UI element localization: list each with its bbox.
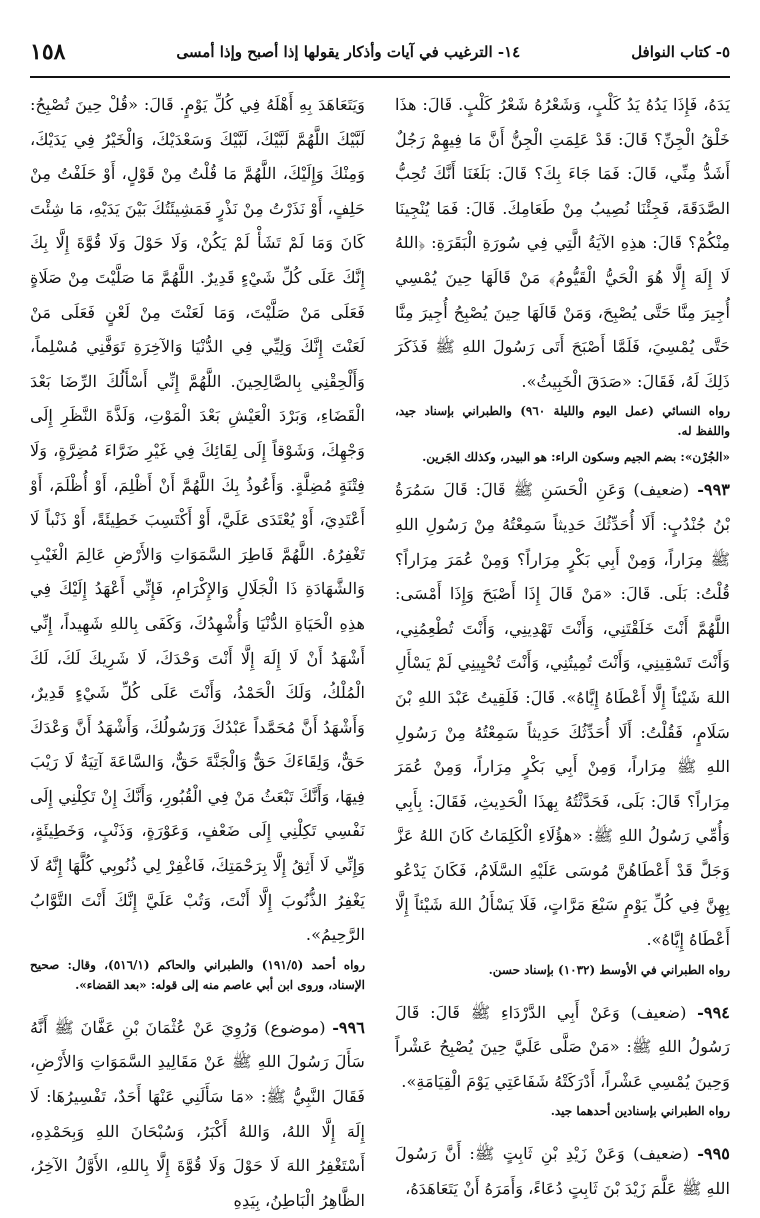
page-header xyxy=(30,30,730,74)
page-number: ١٥٨ xyxy=(30,39,66,65)
hadith-number: ٩٩٥- xyxy=(697,1144,730,1164)
hadith-number: ٩٩٤- xyxy=(697,1002,730,1022)
hadith-text: (ضعيف) وَعَنْ أَبِي الدَّرْدَاءِ ﷺ قَالَ: قَالَ رَسُولُ اللهِ ﷺ: «مَنْ صَلَّى عَلَيَّ حِينَ يُصْبِحُ عَشْراً وَحِينَ يُمْسِي عَشْراً، أَدْرَكَتْهُ شَفَاعَتِي يَوْمَ الْقِيَامَةِ». xyxy=(395,1002,730,1091)
hadith-995 xyxy=(395,1137,730,1206)
hadith-993-source: رواه الطبراني في الأوسط (١٠٣٢) بإسناد حسن. xyxy=(488,962,730,977)
hadith-994-source: رواه الطبراني بإسنادين أحدهما جيد. xyxy=(550,1104,730,1119)
hadith-993 xyxy=(395,473,730,957)
hadith-995-continuation: وَيَتَعَاهَدَ بِهِ أَهْلَهُ فِي كُلِّ يَوْمٍ. قَالَ: «قُلْ حِينَ تُصْبِحُ: لَبَّيْكَ اللَّهُمَّ لَبَّيْكَ، لَبَّيْكَ وَسَعْدَيْكَ، وَالْخَيْرُ فِي يَدَيْكَ، وَمِنْكَ وَإِلَيْكَ، اللَّهُمَّ مَا قُلْتُ مِنْ قَوْلٍ، أَوْ حَلَفْتُ مِنْ حَلِفٍ، أَوْ نَذَرْتُ مِنْ نَذْرٍ فَمَشِيئَتُكَ بَيْنَ يَدَيْهِ، مَا شِئْتَ كَانَ وَمَا لَمْ تَشَأْ لَمْ يَكُنْ، وَلَا حَوْلَ وَلَا قُوَّةَ إِلَّا بِكَ إِنَّكَ عَلَى كُلِّ شَيْءٍ قَدِيرٌ. اللَّهُمَّ مَا صَلَّيْتَ مِنْ صَلَاةٍ فَعَلَى مَنْ صَلَّيْتَ، وَمَا لَعَنْتَ مِنْ لَعْنٍ فَعَلَى مَنْ لَعَنْتَ إِنَّكَ وَلِيِّي فِي الدُّنْيَا وَالآخِرَةِ تَوَفَّنِي مُسْلِماً، وَأَلْحِقْنِي بِالصَّالِحِينَ. اللَّهُمَّ إِنِّي أَسْأَلُكَ الرِّضَا بَعْدَ الْقَضَاءِ، وَبَرْدَ الْعَيْشِ بَعْدَ الْمَوْتِ، وَلَذَّةَ النَّظَرِ إِلَى وَجْهِكَ، وَشَوْقاً إِلَى لِقَائِكَ فِي غَيْرِ ضَرَّاءَ مُضِرَّةٍ، وَلَا فِتْنَةٍ مُضِلَّةٍ. وَأَعُوذُ بِكَ اللَّهُمَّ أَنْ أَظْلِمَ، أَوْ أُظْلَمَ، أَوْ أَعْتَدِيَ، أَوْ يُعْتَدَى عَلَيَّ، أَوْ أَكْتَسِبَ خَطِيئَةً، أَوْ ذَنْباً لَا تَغْفِرُهُ. اللَّهُمَّ فَاطِرَ السَّمَوَاتِ وَالأَرْضِ عَالِمَ الْغَيْبِ وَالشَّهَادَةِ ذَا الْجَلَالِ وَالإِكْرَامِ، فَإِنِّي أَعْهَدُ إِلَيْكَ فِي هذِهِ الْحَيَاةِ الدُّنْيَا وَأُشْهِدُكَ، وَكَفَى بِاللهِ شَهِيداً، إِنِّي أَشْهَدُ أَنْ لَا إِلَهَ إِلَّا أَنْتَ وَحْدَكَ، لَا شَرِيكَ لَكَ، لَكَ الْمُلْكُ، وَلَكَ الْحَمْدُ، وَأَنْتَ عَلَى كُلِّ شَيْءٍ قَدِيرٌ، وَأَشْهَدُ أَنَّ مُحَمَّداً عَبْدُكَ وَرَسُولُكَ، وَأَشْهَدُ أَنَّ وَعْدَكَ حَقٌّ، وَلِقَاءَكَ حَقٌّ وَالْجَنَّةَ حَقٌّ، وَالسَّاعَةَ آتِيَةٌ لَا رَيْبَ فِيهَا، وَأَنَّكَ تَبْعَثُ مَنْ فِي الْقُبُورِ، وَأَنَّكَ إِنْ تَكِلْنِي إِلَى نَفْسِي تَكِلْنِي إِلَى ضَعْفٍ، وَعَوْرَةٍ، وَذَنْبٍ، وَخَطِيئَةٍ، وَإِنِّي لَا أَثِقُ إِلَّا بِرَحْمَتِكَ، فَاغْفِرْ لِي ذُنُوبِي كُلَّهَا إِنَّهُ لَا يَغْفِرُ الذُّنُوبَ إِلَّا أَنْتَ، وَتُبْ عَلَيَّ إِنَّكَ أَنْتَ التَّوَّابُ الرَّحِيمُ». xyxy=(30,95,365,945)
hadith-995-source: رواه أحمد (١٩١/٥) والطبراني والحاكم (٥١٦/١)، وقال: صحيح الإسناد، وروى ابن أبي عاصم منه إلى قوله: «بعد القضاء». xyxy=(30,957,365,992)
header-rule xyxy=(30,76,730,78)
hadith-text: (ضعيف) وَعَنِ الْحَسَنِ ﷺ قَالَ: قَالَ سَمُرَةُ بْنُ جُنْدُبٍ: أَلَا أُحَدِّثُكَ حَدِيثاً سَمِعْتُهُ مِنْ رَسُولِ اللهِ ﷺ مِرَاراً، وَمِنْ أَبِي بَكْرٍ مِرَاراً؟ وَمِنْ عُمَرَ مِرَاراً؟ قُلْتُ: بَلَى. قَالَ: «مَنْ قَالَ إِذَا أَصْبَحَ وَإِذَا أَمْسَى: اللَّهُمَّ أَنْتَ خَلَقْتَنِي، وَأَنْتَ تَهْدِينِي، وَأَنْتَ تُطْعِمُنِي، وَأَنْتَ تَسْقِينِي، وَأَنْتَ تُمِيتُنِي، وَأَنْتَ تُحْيِينِي لَمْ يَسْأَلِ اللهَ شَيْئاً إِلَّا أَعْطَاهُ إِيَّاهُ». قَالَ: فَلَقِيتُ عَبْدَ اللهِ بْنَ سَلَامٍ، فَقُلْتُ: أَلَا أُحَدِّثُكَ حَدِيثاً سَمِعْتُهُ مِنْ رَسُولِ اللهِ ﷺ مِرَاراً، وَمِنْ أَبِي بَكْرٍ مِرَاراً، وَمِنْ عُمَرَ مِرَاراً؟ قَالَ: بَلَى، فَحَدَّثْتُهُ بِهذَا الْحَدِيثِ، فَقَالَ: بِأَبِي وَأُمِّي رَسُولُ اللهِ ﷺ: «هؤُلَاءِ الْكَلِمَاتُ كَانَ اللهُ عَزَّ وَجَلَّ قَدْ أَعْطَاهُنَّ مُوسَى عَلَيْهِ السَّلَامُ، فَكَانَ يَدْعُو بِهِنَّ فِي كُلِّ يَوْمٍ سَبْعَ مَرَّاتٍ، فَلَا يَسْأَلُ اللهَ شَيْئاً إِلَّا أَعْطَاهُ إِيَّاهُ». xyxy=(395,480,730,950)
hadith-number: ٩٩٦- xyxy=(332,1017,365,1037)
hadith-text: (موضوع) وَرُوِيَ عَنْ عُثْمَانَ بْنِ عَفَّانَ ﷺ أَنَّهُ سَأَلَ رَسُولَ اللهِ ﷺ عَنْ مَقَالِيدِ السَّمَوَاتِ وَالأَرْضِ، فَقَالَ النَّبِيُّ ﷺ: «مَا سَأَلَنِي عَنْهَا أَحَدٌ، تَفْسِيرُهَا: لَا إِلَهَ إِلَّا اللهُ، وَاللهُ أَكْبَرُ، وَسُبْحَانَ اللهِ وَبِحَمْدِهِ، أَسْتَغْفِرُ اللهَ لَا حَوْلَ وَلَا قُوَّةَ إِلَّا بِاللهِ، الأَوَّلُ الآخِرُ، الظَّاهِرُ الْبَاطِنُ، بِيَدِهِ xyxy=(30,1017,365,1210)
hadith-996 xyxy=(30,1011,365,1218)
spacer xyxy=(30,1001,365,1011)
hadith-992-source: رواه النسائي (عمل اليوم والليلة ٩٦٠) والطبراني بإسناد جيد، واللفظ له. xyxy=(395,404,730,439)
left-column xyxy=(30,88,365,1218)
spacer xyxy=(395,986,730,996)
hadith-992-continuation: يَدَهُ، فَإِذَا يَدُهُ يَدُ كَلْبٍ، وَشَعْرُهُ شَعْرُ كَلْبٍ. قَالَ: هذَا خَلْقُ الْجِنِّ؟ قَالَ: قَدْ عَلِمَتِ الْجِنُّ أَنَّ مَا فِيهِمْ رَجُلٌ أَشَدُّ مِنِّي، قَالَ: فَمَا جَاءَ بِكَ؟ قَالَ: بَلَغَنَا أَنَّكَ تُحِبُّ الصَّدَقَةَ، فَجِئْنَا نُصِيبُ مِنْ طَعَامِكَ. قَالَ: فَمَا يُنْجِينَا مِنْكُمْ؟ قَالَ: هذِهِ الآيَةُ الَّتِي فِي سُورَةِ الْبَقَرَةِ: ﴿اللهُ لَا إِلَهَ إِلَّا هُوَ الْحَيُّ الْقَيُّومُ﴾ مَنْ قَالَهَا حِينَ يُمْسِي أُجِيرَ مِنَّا حَتَّى يُصْبِحَ، وَمَنْ قَالَهَا حِينَ يُصْبِحُ أُجِيرَ مِنَّا حَتَّى يُمْسِيَ، فَلَمَّا أَصْبَحَ أَتَى رَسُولَ اللهِ ﷺ فَذَكَرَ ذَلِكَ لَهُ، فَقَالَ: «صَدَقَ الْخَبِيثُ». xyxy=(395,95,730,391)
right-column xyxy=(395,88,730,1207)
hadith-number: ٩٩٣- xyxy=(697,480,730,500)
hadith-994 xyxy=(395,996,730,1100)
spacer xyxy=(395,1127,730,1137)
hadith-text: (ضعيف) وَعَنْ زَيْدِ بْنِ ثَابِتٍ ﷺ: أَنَّ رَسُولَ اللهِ ﷺ عَلَّمَ زَيْدَ بْنَ ثَابِتٍ دُعَاءً، وَأَمَرَهُ أَنْ يَتَعَاهَدَهُ، xyxy=(395,1144,730,1199)
glossary-note: «الجُرْن»: بضم الجيم وسكون الراء: هو البيدر، وكذلك الجَرين. xyxy=(422,450,730,465)
chapter-title: ٥- كتاب النوافل xyxy=(631,43,730,61)
section-title: ١٤- الترغيب في آيات وأذكار يقولها إذا أصبح وإذا أمسى xyxy=(176,43,521,61)
